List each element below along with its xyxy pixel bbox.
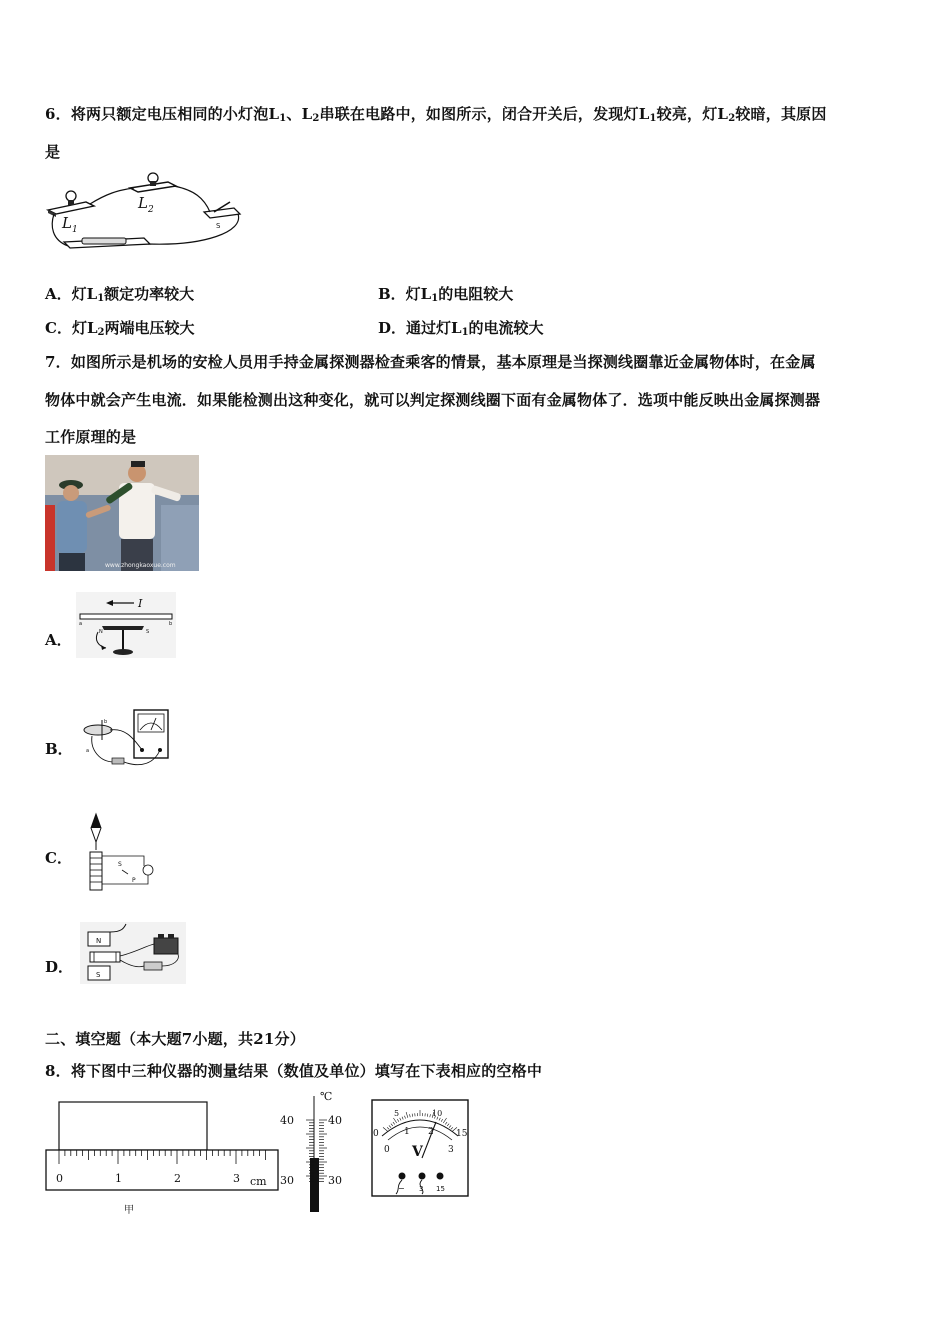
q6-option-c[interactable]: C．灯$L_2$两端电压较大 <box>45 319 195 338</box>
q6-label-l2: L <box>138 194 148 212</box>
q7-option-d[interactable]: D． <box>45 958 74 976</box>
voltmeter-inner-2: 2 <box>428 1127 434 1137</box>
q8-ruler-figure <box>44 1098 284 1218</box>
ruler-tick-label-2: 2 <box>174 1172 181 1185</box>
q7-a-label-b: b <box>169 621 173 627</box>
q6-option-b[interactable]: B．灯$L_1$的电阻较大 <box>378 285 514 304</box>
q6-option-d[interactable]: D．通过灯$L_1$的电流较大 <box>378 319 544 338</box>
q7-a-label-n: N <box>99 629 103 635</box>
q6-label-switch: S <box>216 222 221 230</box>
thermometer-unit: ℃ <box>320 1090 333 1103</box>
q7-line1: 7．如图所示是机场的安检人员用手持金属探测器检查乘客的情景，基本原理是当探测线圈靠近金属物体时，在金属 <box>45 353 816 371</box>
q6-line1: 6．将两只额定电压相同的小灯泡$L_1$、$L_2$串联在电路中，如图所示，闭合开关后，发现灯$L_1$较亮，灯$L_2$较暗，其原因 <box>45 105 827 124</box>
q7-option-c[interactable]: C． <box>45 849 72 867</box>
q7-line2: 物体中就会产生电流．如果能检测出这种变化，就可以判定探测线圈下面有金属物体了．选项中能反映出金属探测器 <box>45 391 821 409</box>
voltmeter-symbol: V <box>412 1144 423 1160</box>
thermometer-top-right: 40 <box>328 1114 342 1127</box>
q7-a-label-s: S <box>146 629 150 635</box>
voltmeter-outer-0: 0 <box>373 1129 379 1139</box>
q7-photo-watermark: www.zhongkaoxue.com <box>105 562 176 569</box>
q8-thermometer-figure <box>276 1088 352 1214</box>
ruler-caption: 甲 <box>124 1205 134 1216</box>
q7-b-label-a: a <box>86 748 90 754</box>
q7-figure-b <box>80 706 172 772</box>
ruler-tick-label-1: 1 <box>115 1172 122 1185</box>
q6-label-l1: L <box>62 214 72 232</box>
thermometer-bottom-right: 30 <box>328 1174 342 1187</box>
thermometer-top-left: 40 <box>280 1114 294 1127</box>
q7-d-label-s: S <box>96 971 101 979</box>
q7-a-label-a: a <box>79 621 83 627</box>
q6-line2: 是 <box>45 143 61 161</box>
voltmeter-inner-3: 3 <box>448 1145 454 1155</box>
voltmeter-outer-5: 5 <box>394 1109 400 1118</box>
voltmeter-outer-10: 10 <box>432 1109 443 1118</box>
q7-figure-a <box>76 592 176 658</box>
q8-voltmeter-figure <box>370 1098 470 1198</box>
thermometer-bottom-left: 30 <box>280 1174 294 1187</box>
voltmeter-inner-0: 0 <box>384 1145 390 1155</box>
ruler-tick-label-3: 3 <box>233 1172 240 1185</box>
q7-option-b[interactable]: B． <box>45 740 73 758</box>
ruler-tick-label-0: 0 <box>56 1172 63 1185</box>
section2-title: 二、填空题（本大题7小题，共21分） <box>45 1030 305 1048</box>
q7-security-check-photo <box>45 455 199 571</box>
q7-c-label-s: S <box>118 861 122 868</box>
ruler-unit: cm <box>250 1175 267 1188</box>
voltmeter-outer-15: 15 <box>456 1129 468 1139</box>
q6-label-l1-sub: 1 <box>72 225 78 235</box>
q7-d-label-n: N <box>96 937 102 945</box>
q6-circuit-figure <box>44 168 244 254</box>
q7-figure-d <box>80 922 186 984</box>
voltmeter-terminal-15: 15 <box>436 1185 445 1193</box>
q7-b-label-b: b <box>104 719 108 725</box>
q7-figure-c <box>82 812 158 894</box>
q6-label-l2-sub: 2 <box>148 205 154 215</box>
q8-line1: 8．将下图中三种仪器的测量结果（数值及单位）填写在下表相应的空格中 <box>45 1062 543 1080</box>
q7-option-a[interactable]: A． <box>45 631 72 649</box>
voltmeter-inner-1: 1 <box>404 1127 410 1137</box>
q7-line3: 工作原理的是 <box>45 428 137 446</box>
q7-a-current-label: I <box>138 597 143 610</box>
q6-option-a[interactable]: A．灯$L_1$额定功率较大 <box>45 285 195 304</box>
q7-c-label-p: P <box>132 877 136 884</box>
voltmeter-terminal-neg: − <box>398 1184 405 1193</box>
voltmeter-terminal-3: 3 <box>419 1185 424 1193</box>
